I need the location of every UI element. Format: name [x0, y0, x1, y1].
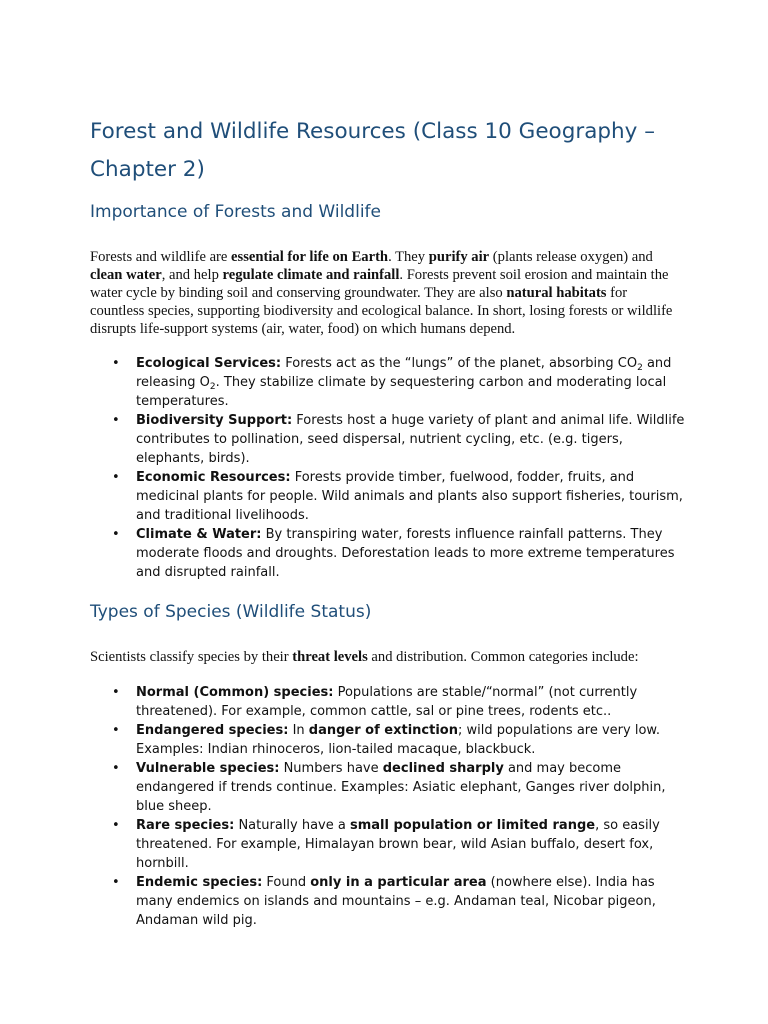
- list-item: • Economic Resources: Forests provide timber, fuelwood, fodder, fruits, and medicinal plants for people. Wild animals and plants also support fisheries, tourism, and traditional livelihoods.: [90, 468, 690, 525]
- list-item: • Endangered species: In danger of extinction; wild populations are very low. Examples: Indian rhinoceros, lion-tailed macaque, blackbuck.: [90, 721, 690, 759]
- section-heading-importance: Importance of Forests and Wildlife: [90, 202, 381, 222]
- list-item: • Rare species: Naturally have a small population or limited range, so easily threatened. For example, Himalayan brown bear, wild Asian buffalo, desert fox, hornbill.: [90, 816, 690, 873]
- list-item: • Normal (Common) species: Populations are stable/“normal” (not currently threatened). For example, common cattle, sal or pine trees, rodents etc..: [90, 683, 690, 721]
- list-item: • Ecological Services: Forests act as the “lungs” of the planet, absorbing $CO_2$ and releasing $O_2$. They stabilize climate by sequestering carbon and moderating local temperatures.: [90, 354, 690, 411]
- importance-paragraph: Forests and wildlife are essential for life on Earth. They purify air (plants release oxygen) and clean water, and help regulate climate and rainfall. Forests prevent soil erosion and maintain the water cycle by binding soil and conserving groundwater. They are also natural habitats for countless species, supporting biodiversity and ecological balance. In short, losing forests or wildlife disrupts life-support systems (air, water, food) on which humans depend.: [90, 249, 673, 337]
- document-title: Forest and Wildlife Resources (Class 10 Geography – Chapter 2): [90, 119, 655, 182]
- importance-list: [90, 354, 690, 582]
- species-list: [90, 683, 690, 930]
- list-item: • Endemic species: Found only in a particular area (nowhere else). India has many endemics on islands and mountains – e.g. Andaman teal, Nicobar pigeon, Andaman wild pig.: [90, 873, 690, 930]
- species-intro-paragraph: Scientists classify species by their threat levels and distribution. Common categories include:: [90, 649, 639, 665]
- list-item: • Biodiversity Support: Forests host a huge variety of plant and animal life. Wildlife contributes to pollination, seed dispersal, nutrient cycling, etc. (e.g. tigers, elephants, birds).: [90, 411, 690, 468]
- list-item: • Climate & Water: By transpiring water, forests influence rainfall patterns. They moderate floods and droughts. Deforestation leads to more extreme temperatures and disrupted rainfall.: [90, 525, 690, 582]
- list-item: • Vulnerable species: Numbers have declined sharply and may become endangered if trends continue. Examples: Asiatic elephant, Ganges river dolphin, blue sheep.: [90, 759, 690, 816]
- section-heading-species-types: Types of Species (Wildlife Status): [90, 602, 372, 622]
